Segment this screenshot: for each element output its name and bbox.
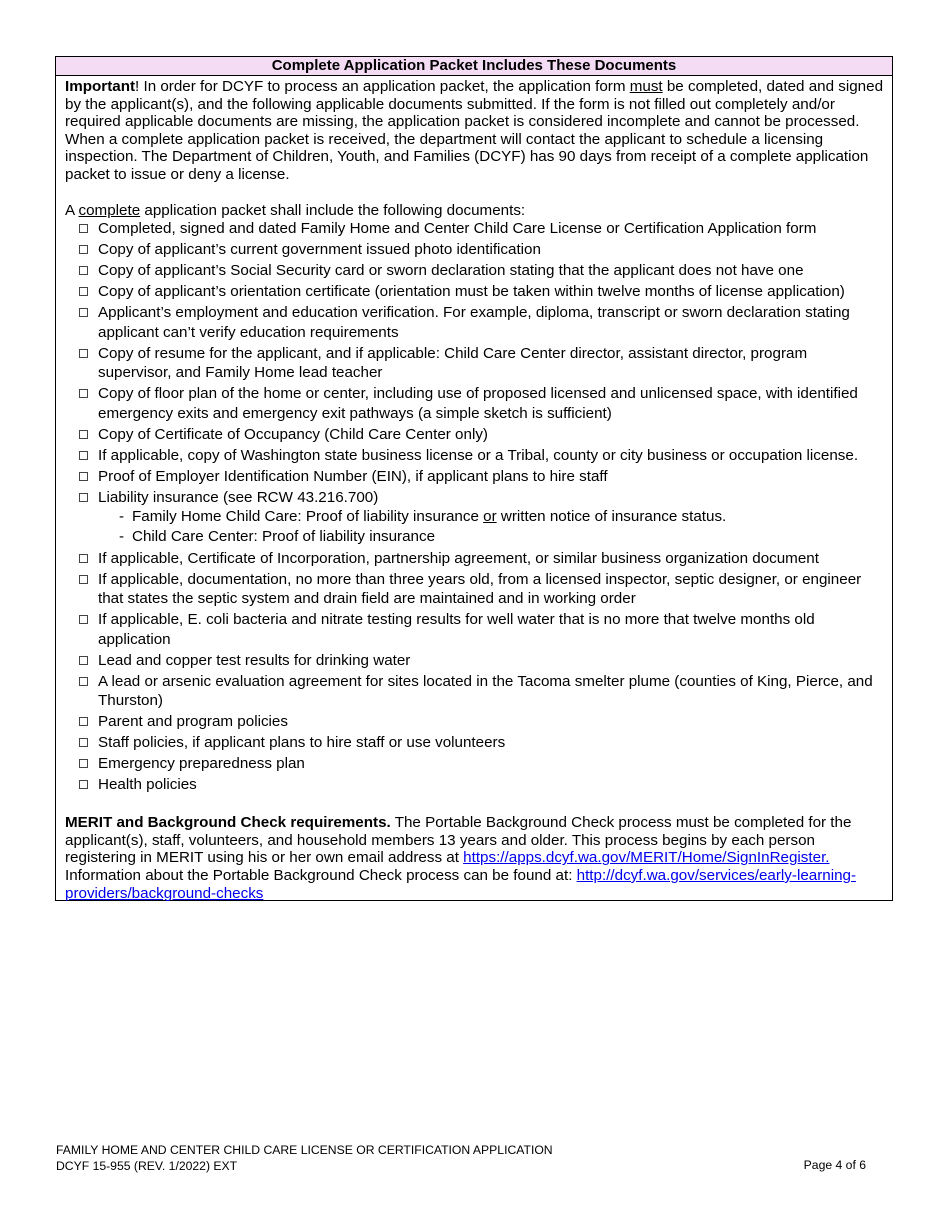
liability-sublist <box>65 507 884 547</box>
checkbox[interactable] <box>79 245 88 254</box>
checkbox[interactable] <box>79 266 88 275</box>
checkbox[interactable] <box>79 780 88 789</box>
checklist-item: Copy of applicant’s orientation certificate (orientation must be taken within twelve months of license application) <box>65 282 884 302</box>
footer-form-number: DCYF 15-955 (REV. 1/2022) EXT <box>56 1158 238 1173</box>
lead-paragraph: A complete application packet shall include the following documents: <box>65 201 526 219</box>
checklist-item: Proof of Employer Identification Number (EIN), if applicant plans to hire staff <box>65 467 884 487</box>
checkbox[interactable] <box>79 287 88 296</box>
document-packet-box <box>55 56 893 901</box>
checklist-item: Completed, signed and dated Family Home and Center Child Care License or Certification Application form <box>65 219 884 239</box>
checklist-item: If applicable, copy of Washington state business license or a Tribal, county or city business or occupation license. <box>65 446 884 466</box>
checkbox[interactable] <box>79 451 88 460</box>
checklist-item: Applicant’s employment and education verification. For example, diploma, transcript or sworn declaration stating applicant can’t verify education requirements <box>65 303 884 342</box>
footer-form-title: FAMILY HOME AND CENTER CHILD CARE LICENSE OR CERTIFICATION APPLICATION <box>56 1143 553 1157</box>
checkbox[interactable] <box>79 389 88 398</box>
background-checks-link[interactable]: http://dcyf.wa.gov/services/early-learning-providers/background-checks <box>65 866 857 902</box>
checklist-item: A lead or arsenic evaluation agreement for sites located in the Tacoma smelter plume (counties of King, Pierce, and Thurston) <box>65 672 884 711</box>
important-label: Important <box>65 78 136 95</box>
checkbox[interactable] <box>79 493 88 502</box>
checklist-item: Copy of resume for the applicant, and if applicable: Child Care Center director, assistant director, program supervisor, and Family Home lead teacher <box>65 344 884 383</box>
checklist-item: Parent and program policies <box>65 712 884 732</box>
checkbox[interactable] <box>79 224 88 233</box>
checklist-item: If applicable, Certificate of Incorporation, partnership agreement, or similar business organization document <box>65 549 884 569</box>
must-underlined: must <box>629 78 663 95</box>
page-footer <box>56 1143 553 1174</box>
packet-header: Complete Application Packet Includes These Documents <box>56 57 892 76</box>
checklist-item: Health policies <box>65 775 884 795</box>
merit-register-link[interactable]: https://apps.dcyf.wa.gov/MERIT/Home/SignInRegister. <box>463 849 830 867</box>
checkbox[interactable] <box>79 472 88 481</box>
checklist-item: If applicable, E. coli bacteria and nitrate testing results for well water that is no more that twelve months old application <box>65 610 884 649</box>
checkbox[interactable] <box>79 554 88 563</box>
checklist-item: Copy of applicant’s Social Security card or sworn declaration stating that the applicant does not have one <box>65 261 884 281</box>
sub-item-center: - Child Care Center: Proof of liability insurance <box>119 528 436 546</box>
page-number: Page 4 of 6 <box>803 1158 866 1172</box>
checklist-item: Staff policies, if applicant plans to hire staff or use volunteers <box>65 733 884 753</box>
checkbox[interactable] <box>79 615 88 624</box>
checkbox[interactable] <box>79 308 88 317</box>
packet-content <box>56 76 892 902</box>
sub-item-family-home: - Family Home Child Care: Proof of liability insurance or written notice of insurance status. <box>119 508 727 526</box>
checkbox[interactable] <box>79 759 88 768</box>
checklist-item: Copy of applicant’s current government issued photo identification <box>65 240 884 260</box>
checkbox[interactable] <box>79 575 88 584</box>
checkbox[interactable] <box>79 656 88 665</box>
important-paragraph: Important! In order for DCYF to process an application packet, the application form must be completed, dated and signed by the applicant(s), and the following applicable documents submitted. If the form is not filled out completely and/or required applicable documents are missing, the application packet is considered incomplete and cannot be processed. When a complete application packet is received, the department will contact the applicant to schedule a licensing inspection. The Department of Children, Youth, and Families (DCYF) has 90 days from receipt of a complete application packet to issue or deny a license. <box>65 78 884 183</box>
checkbox[interactable] <box>79 677 88 686</box>
checklist-item: Emergency preparedness plan <box>65 754 884 774</box>
checklist-item-liability: Liability insurance (see RCW 43.216.700) - Family Home Child Care: Proof of liability insurance or written notice of insurance status. - Child Care Center: Proof of liability insurance <box>65 488 884 548</box>
checklist-item: Copy of Certificate of Occupancy (Child Care Center only) <box>65 425 884 445</box>
merit-heading: MERIT and Background Check requirements. <box>65 814 391 832</box>
checkbox[interactable] <box>79 738 88 747</box>
checklist-item: If applicable, documentation, no more than three years old, from a licensed inspector, septic designer, or engineer that states the septic system and drain field are maintained and in working order <box>65 570 884 609</box>
checkbox[interactable] <box>79 349 88 358</box>
checklist-item: Lead and copper test results for drinking water <box>65 651 884 671</box>
complete-underlined: complete <box>78 201 141 219</box>
checkbox[interactable] <box>79 430 88 439</box>
checkbox[interactable] <box>79 717 88 726</box>
checklist-item: Copy of floor plan of the home or center, including use of proposed licensed and unlicensed space, with identified emergency exits and emergency exit pathways (a simple sketch is sufficient) <box>65 384 884 423</box>
document-checklist <box>65 219 884 795</box>
merit-paragraph: MERIT and Background Check requirements. The Portable Background Check process must be completed for the applicant(s), staff, volunteers, and household members 13 years and older. This process begins by each person registering in MERIT using his or her own email address at https://apps.dcyf.wa.gov/MERIT/Home/SignInRegister. Information about the Portable Background Check process can be found at: http://dcyf.wa.gov/services/early-learning-providers/background-checks <box>65 814 857 902</box>
